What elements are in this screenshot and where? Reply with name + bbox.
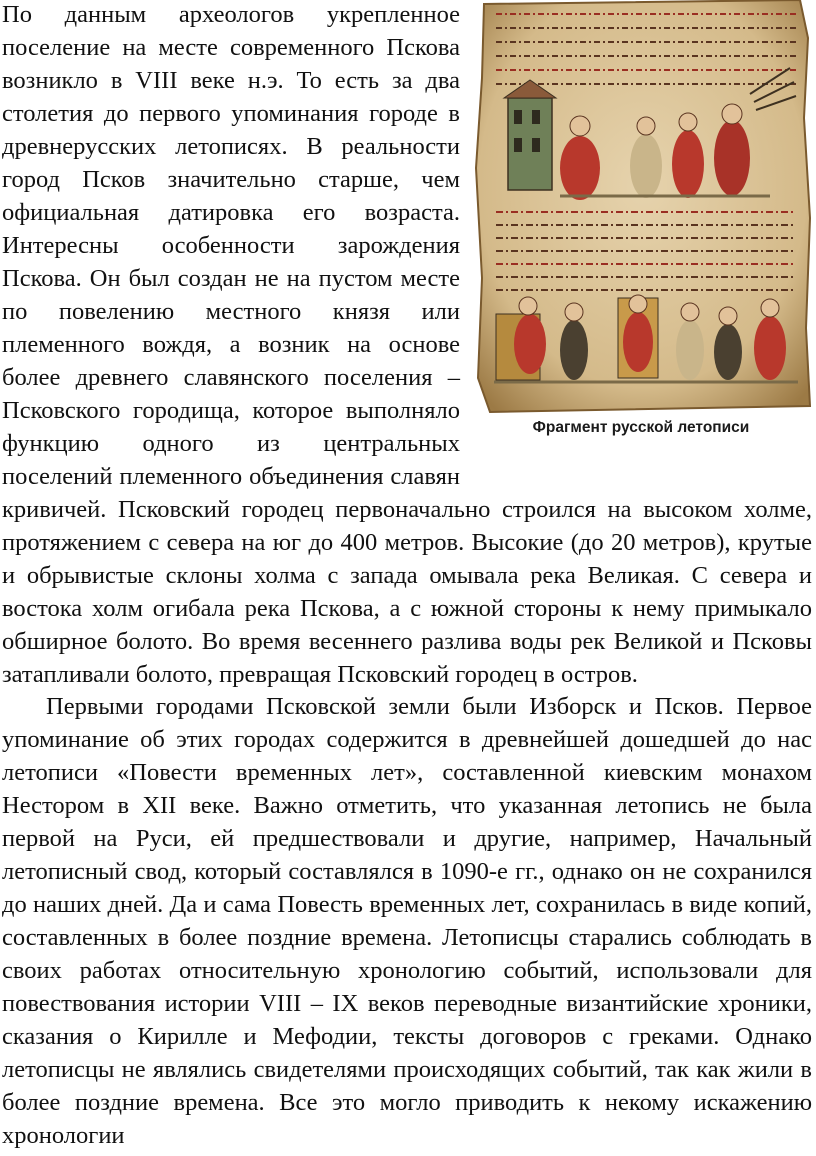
- figure-5: [560, 320, 588, 380]
- paragraph-2: Первыми городами Псковской земли были Изборск и Псков. Первое упоминание об этих городах содержится в древнейшей дошедшей до нас летописи «Повести временных лет», составленной киевским монахом Нестором в XII веке. Важно отметить, что указанная летопись не была первой на Руси, ей предшествовали и другие, например, Начальный летописный свод, который составлялся в 1090-е гг., однако он не сохранился до наших дней. Да и сама Повесть временных лет, сохранилась в виде копий, составленных в более поздние времена. Летописцы старались соблюдать в своих работах относительную хронологию событий, использовали для повествования истории VIII – IX веков переводные византийские хроники, сказания о Кирилле и Мефодии, тексты договоров с греками. Однако летописцы не являлись свидетелями происходящих событий, так как жили в более поздние времена. Все это могло приводить к некому искажению хронологии: [2, 693, 812, 1149]
- figure-6: [676, 320, 704, 380]
- paragraph-1: [2, 0, 812, 691]
- chronicle-manuscript-image: [470, 0, 812, 416]
- chronicle-figure: [470, 0, 812, 466]
- paragraph-1-text: По данным археологов укрепленное поселение на месте современного Пскова возникло в VIII веке н.э. То есть за два столетия до первого упоминания городе в древнерусских летописях. В реальности город Псков значительно старше, чем официальная датировка его возраста. Интересны особенности зарождения Пскова. Он был создан не на пустом месте по повелению местного князя или племенного вождя, а возник на основе более древнего славянского поселения – Псковского городища, которое выполняло функцию одного из центральных поселений племенного объединения славян кривичей. Псковский городец первоначально строился на высоком холме, протяжением с севера на юг до 400 метров. Высокие (до 20 метров), крутые и обрывистые склоны холма с запада омывала река Великая. С севера и востока холм огибала река Пскова, а с южной стороны к нему примыкало обширное болото. Во время весеннего разлива воды рек Великой и Псковы затапливали болото, превращая Псковский городец в остров.: [2, 1, 812, 688]
- figure-3: [672, 130, 704, 198]
- figure-4: [714, 120, 750, 196]
- figure-1: [560, 136, 600, 200]
- figure-7: [714, 324, 742, 380]
- figure-8: [754, 316, 786, 380]
- figure-caption: Фрагмент русской летописи: [532, 419, 750, 436]
- figure-2: [630, 134, 662, 198]
